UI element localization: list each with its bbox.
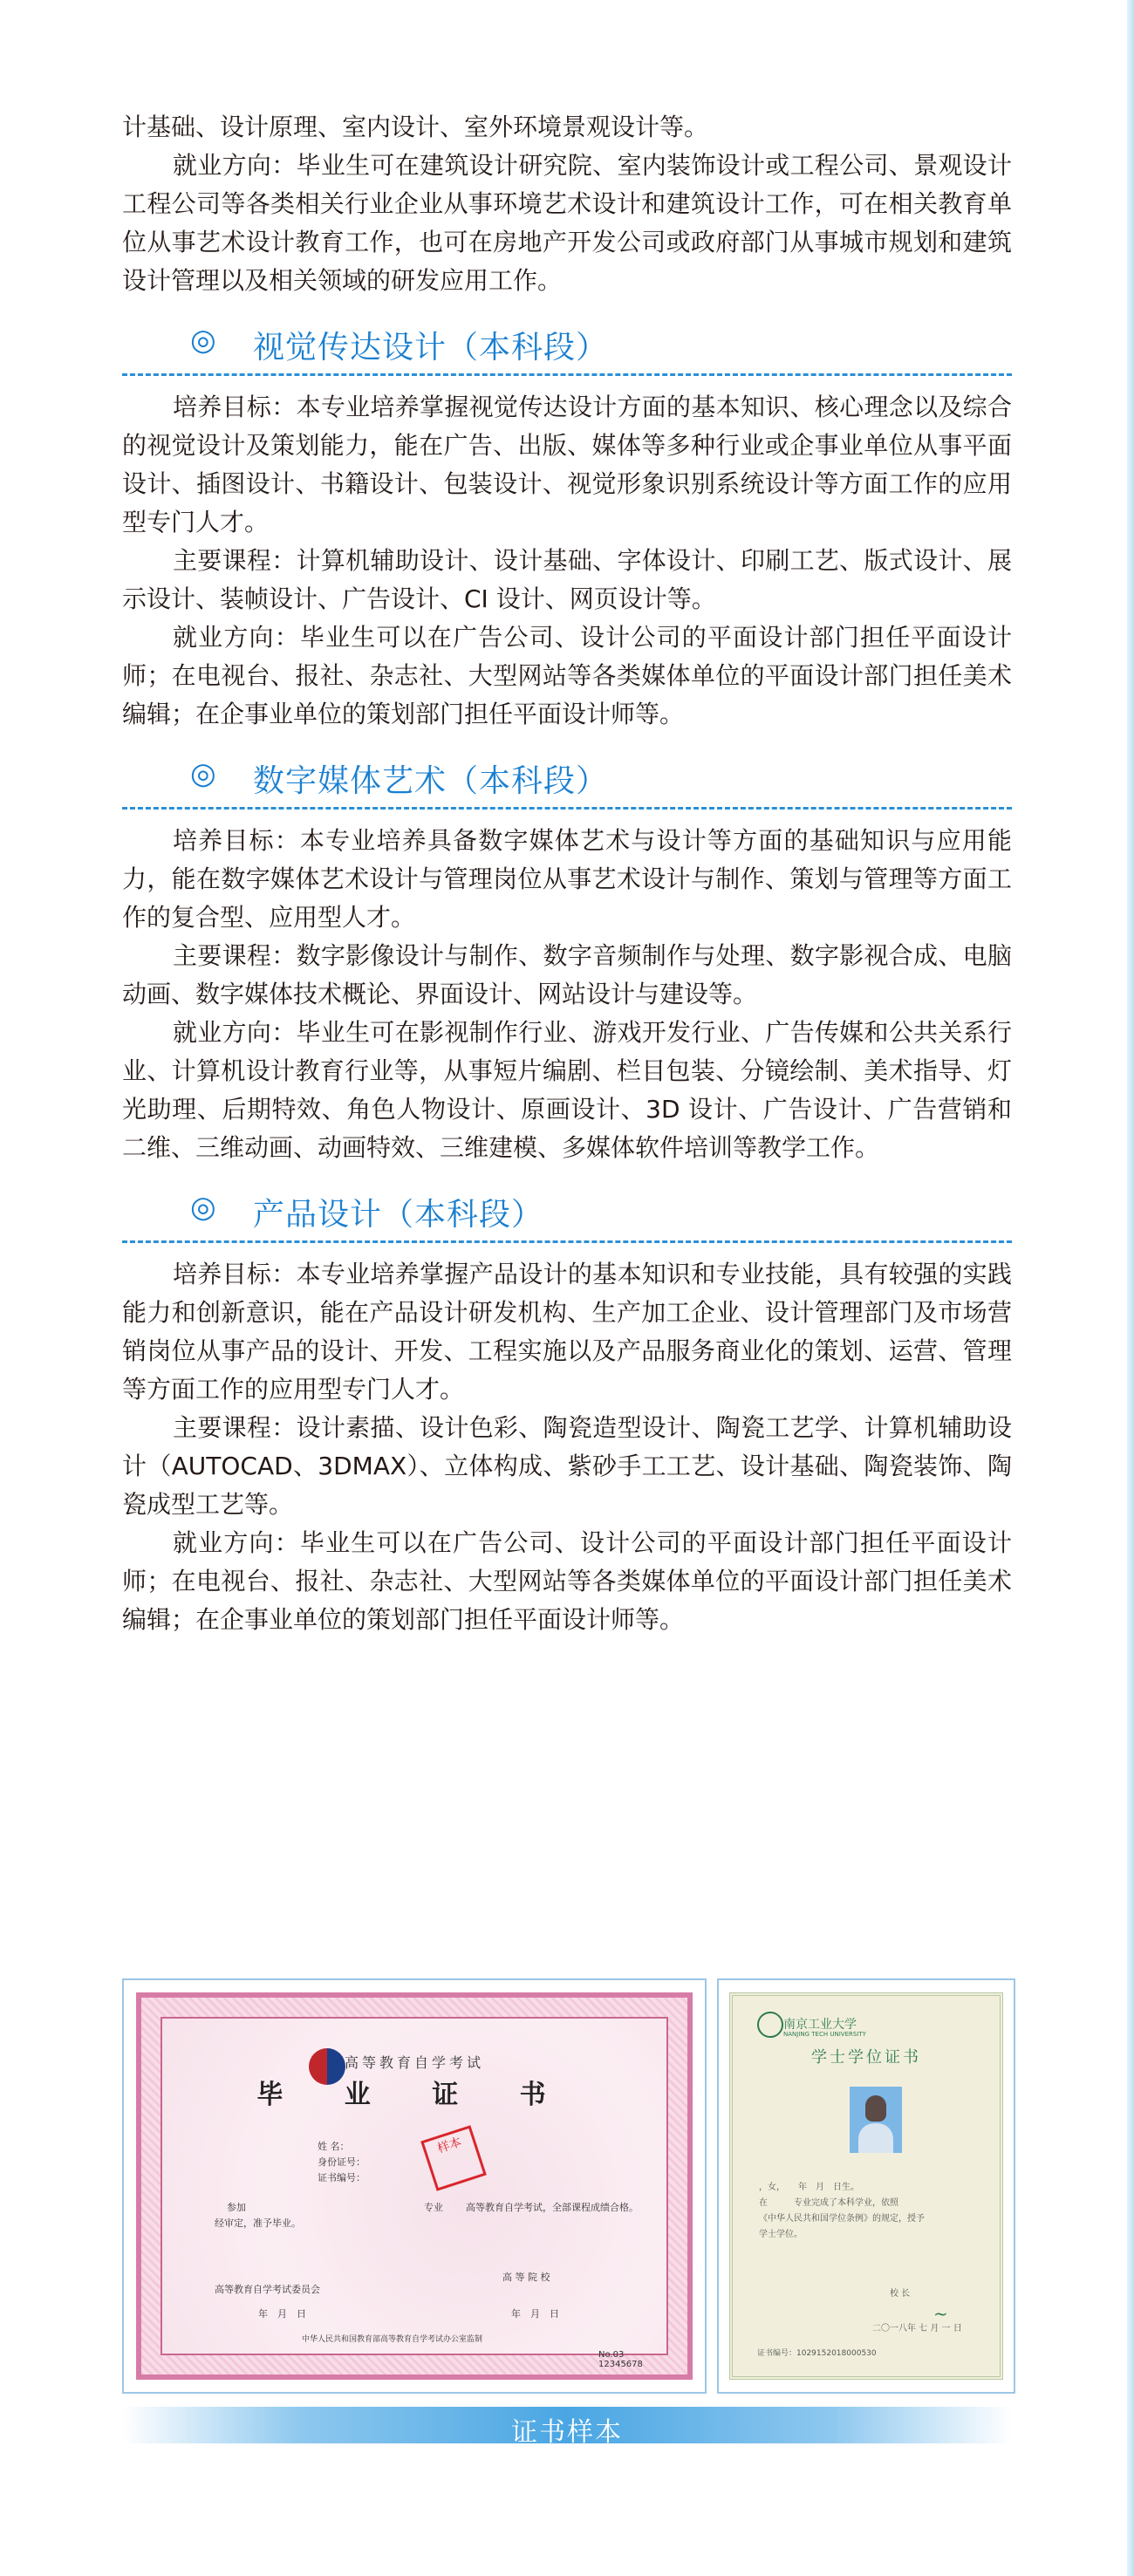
circle-bullet-icon: ◎ bbox=[190, 1190, 216, 1225]
intro-paragraph-1: 计基础、设计原理、室内设计、室外环境景观设计等。 bbox=[122, 113, 709, 141]
cert2-title: 学士学位证书 bbox=[811, 2048, 921, 2067]
cert1-text: 高等教育自学考试，全部课程成绩合格。 bbox=[466, 2202, 639, 2213]
university-logo-icon bbox=[757, 2012, 783, 2038]
cert1-text: 专业 bbox=[424, 2202, 443, 2213]
section-heading-product-design bbox=[122, 1186, 1012, 1243]
portrait-photo bbox=[850, 2087, 902, 2153]
section-title: 产品设计（本科段） bbox=[253, 1197, 544, 1233]
section-paragraph: 主要课程：数字影像设计与制作、数字音频制作与处理、数字影视合成、电脑动画、数字媒体技术概论、界面设计、网站设计与建设等。 bbox=[122, 941, 1012, 1008]
cert1-number-label: 证书编号： bbox=[318, 2172, 365, 2183]
cert1-name-label: 姓 名： bbox=[318, 2141, 350, 2152]
section-title: 数字媒体艺术（本科段） bbox=[253, 763, 609, 799]
cert1-committee: 高等教育自学考试委员会 bbox=[215, 2284, 320, 2295]
cert1-date: 年 月 日 bbox=[258, 2308, 306, 2320]
caption-text: 证书样本 bbox=[511, 2417, 623, 2448]
section-paragraph: 就业方向：毕业生可以在广告公司、设计公司的平面设计部门担任平面设计师；在电视台、报社、杂志社、大型网站等各类媒体单位的平面设计部门担任美术编辑；在企事业单位的策划部门担任平面设计师等。 bbox=[122, 1528, 1012, 1634]
section-heading-visual-design bbox=[122, 319, 1012, 376]
section-paragraph: 主要课程：设计素描、设计色彩、陶瓷造型设计、陶瓷工艺学、计算机辅助设计（AUTOCAD、3DMAX）、立体构成、紫砂手工工艺、设计基础、陶瓷装饰、陶瓷成型工艺等。 bbox=[122, 1413, 1012, 1519]
page-edge-strip bbox=[1127, 0, 1134, 2576]
section-heading-digital-media bbox=[122, 753, 1012, 810]
circle-bullet-icon: ◎ bbox=[190, 323, 216, 358]
certificate-samples bbox=[122, 1978, 1012, 2392]
cert2-university: 南京工业大学 bbox=[783, 2018, 857, 2032]
cert1-footer: 中华人民共和国教育部高等教育自学考试办公室监制 bbox=[302, 2335, 483, 2344]
cert1-text: 经审定，准予毕业。 bbox=[215, 2217, 301, 2229]
article-body bbox=[122, 108, 1012, 1639]
cert2-president-label: 校 长 bbox=[890, 2289, 911, 2299]
cert2-number: 证书编号：1029152018000530 bbox=[757, 2349, 877, 2358]
intro-paragraph-2: 就业方向：毕业生可在建筑设计研究院、室内装饰设计或工程公司、景观设计工程公司等各类相关行业企业从事环境艺术设计和建筑设计工作，可在相关教育单位从事艺术设计教育工作，也可在房地产开发公司或政府部门从事城市规划和建筑设计管理以及相关领域的研发应用工作。 bbox=[122, 151, 1012, 295]
cert1-serial: No.03 12345678 bbox=[598, 2350, 643, 2369]
section-paragraph: 主要课程：计算机辅助设计、设计基础、字体设计、印刷工艺、版式设计、展示设计、装帧设计、广告设计、CI 设计、网页设计等。 bbox=[122, 546, 1012, 613]
section-paragraph: 培养目标：本专业培养掌握视觉传达设计方面的基本知识、核心理念以及综合的视觉设计及策划能力，能在广告、出版、媒体等多种行业或企事业单位从事平面设计、插图设计、书籍设计、包装设计、视觉形象识别系统设计等方面工作的应用型专门人才。 bbox=[122, 393, 1012, 536]
cert1-title: 毕 业 证 书 bbox=[256, 2080, 572, 2110]
section-paragraph: 培养目标：本专业培养掌握产品设计的基本知识和专业技能，具有较强的实践能力和创新意识，能在产品设计研发机构、生产加工企业、设计管理部门及市场营销岗位从事产品的设计、开发、工程实施以及产品服务商业化的策划、运营、管理等方面工作的应用型专门人才。 bbox=[122, 1260, 1012, 1404]
sample-stamp: 样本 bbox=[420, 2125, 487, 2191]
cert1-text: 参加 bbox=[227, 2202, 246, 2213]
cert2-date: 二〇一八年 七 月 一 日 bbox=[872, 2324, 962, 2333]
cert1-header: 高等教育自学考试 bbox=[344, 2054, 484, 2071]
cert2-text: ，女， 年 月 日生。 bbox=[759, 2183, 859, 2192]
degree-certificate-image bbox=[717, 1978, 1015, 2394]
section-paragraph: 就业方向：毕业生可以在广告公司、设计公司的平面设计部门担任平面设计师；在电视台、报社、杂志社、大型网站等各类媒体单位的平面设计部门担任美术编辑；在企事业单位的策划部门担任平面设计师等。 bbox=[122, 623, 1012, 728]
section-title: 视觉传达设计（本科段） bbox=[253, 330, 609, 366]
cert2-text: 在 专业完成了本科学业，依照 bbox=[759, 2198, 898, 2208]
section-paragraph: 就业方向：毕业生可在影视制作行业、游戏开发行业、广告传媒和公共关系行业、计算机设计教育行业等，从事短片编剧、栏目包装、分镜绘制、美术指导、灯光助理、后期特效、角色人物设计、原画设计、3D 设计、广告设计、广告营销和二维、三维动画、动画特效、三维建模、多媒体软件培训等教学工作。 bbox=[122, 1018, 1012, 1162]
cert1-id-label: 身份证号： bbox=[318, 2156, 365, 2168]
section-paragraph: 培养目标：本专业培养具备数字媒体艺术与设计等方面的基础知识与应用能力，能在数字媒体艺术设计与管理岗位从事艺术设计与制作、策划与管理等方面工作的复合型、应用型人才。 bbox=[122, 826, 1012, 932]
cert2-university-en: NANJING TECH UNIVERSITY bbox=[783, 2031, 866, 2038]
cert1-school: 高 等 院 校 bbox=[502, 2272, 550, 2283]
circle-bullet-icon: ◎ bbox=[190, 756, 216, 791]
caption-band bbox=[122, 2407, 1012, 2448]
cert2-text: 《中华人民共和国学位条例》的规定，授予 bbox=[759, 2214, 925, 2224]
president-signature: ~ bbox=[933, 2303, 948, 2324]
cert1-date: 年 月 日 bbox=[511, 2308, 559, 2320]
cert2-text: 学士学位。 bbox=[759, 2230, 803, 2239]
graduation-certificate-image bbox=[122, 1978, 707, 2394]
